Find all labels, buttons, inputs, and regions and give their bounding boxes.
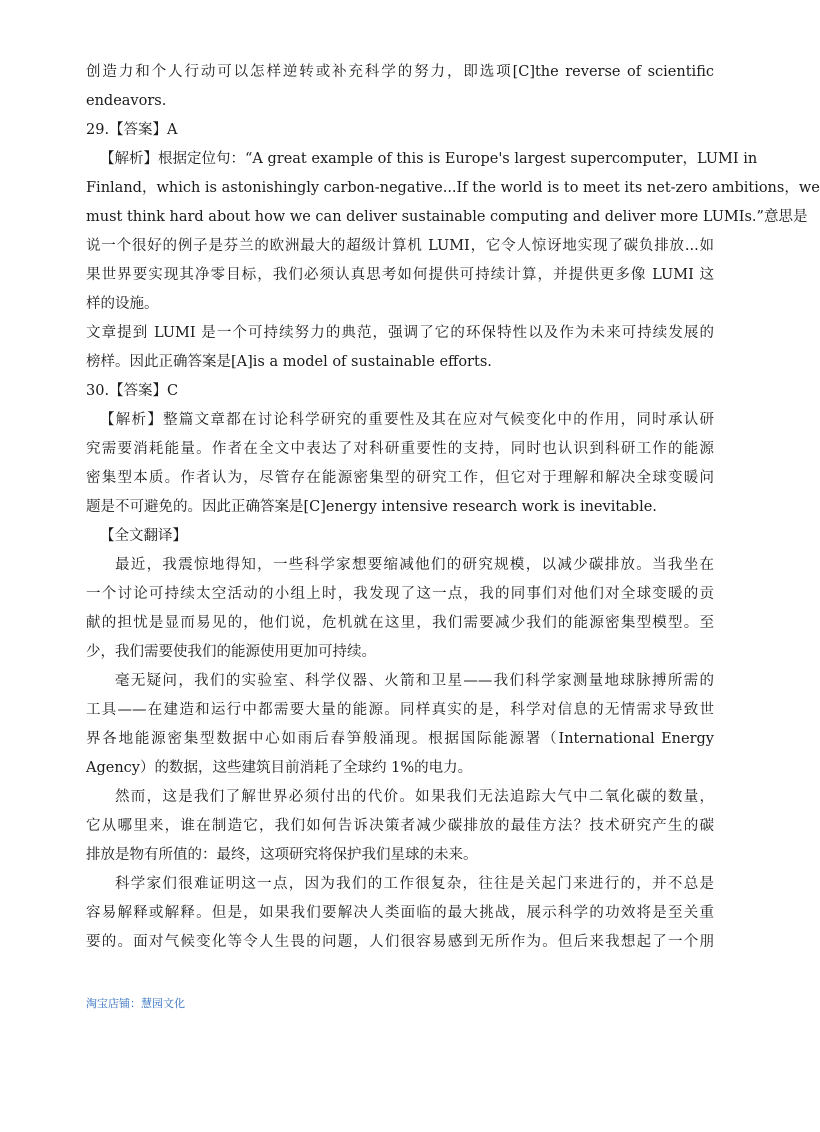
footer-shop-name: 淘宝店铺：慧园文化 bbox=[86, 997, 185, 1010]
text-line: 要的。面对气候变化等令人生畏的问题，人们很容易感到无所作为。但后来我想起了一个朋 bbox=[86, 934, 714, 950]
text-line: 【解析】整篇文章都在讨论科学研究的重要性及其在应对气候变化中的作用，同时承认研 bbox=[100, 412, 714, 428]
text-line: 究需要消耗能量。作者在全文中表达了对科研重要性的支持，同时也认识到科研工作的能源 bbox=[86, 441, 714, 457]
text-line: 毫无疑问，我们的实验室、科学仪器、火箭和卫星——我们科学家测量地球脉搏所需的 bbox=[115, 673, 714, 689]
text-line: 少，我们需要使我们的能源使用更加可持续。 bbox=[86, 644, 376, 660]
text-line: 文章提到 LUMI 是一个可持续努力的典范，强调了它的环保特性以及作为未来可持续发展的 bbox=[86, 325, 714, 341]
text-line: endeavors. bbox=[86, 93, 167, 109]
text-line: 一个讨论可持续太空活动的小组上时，我发现了这一点，我的同事们对他们对全球变暖的贡 bbox=[86, 586, 714, 602]
text-line: 最近，我震惊地得知，一些科学家想要缩减他们的研究规模，以减少碳排放。当我坐在 bbox=[115, 557, 714, 573]
text-line: 科学家们很难证明这一点，因为我们的工作很复杂，往往是关起门来进行的，并不总是 bbox=[115, 876, 714, 892]
answer-heading: 29.【答案】A bbox=[86, 122, 178, 138]
text-line: 说一个很好的例子是芬兰的欧洲最大的超级计算机 LUMI，它令人惊讶地实现了碳负排放...如 bbox=[86, 238, 714, 254]
text-line: 界各地能源密集型数据中心如雨后春笋般涌现。根据国际能源署（International Energy bbox=[86, 731, 714, 747]
text-line: 榜样。因此正确答案是[A]is a model of sustainable efforts. bbox=[86, 354, 492, 370]
text-line: 创造力和个人行动可以怎样逆转或补充科学的努力，即选项[C]the reverse of scientific bbox=[86, 64, 714, 80]
section-heading: 【全文翻译】 bbox=[100, 528, 187, 544]
text-line: must think hard about how we can deliver sustainable computing and deliver more LUMIs.”意思是 bbox=[86, 209, 808, 225]
text-line: 【解析】根据定位句：“A great example of this is Europe's largest supercomputer，LUMI in bbox=[100, 151, 758, 167]
text-line: 它从哪里来，谁在制造它，我们如何告诉决策者减少碳排放的最佳方法？技术研究产生的碳 bbox=[86, 818, 714, 834]
text-line: 密集型本质。作者认为，尽管存在能源密集型的研究工作，但它对于理解和解决全球变暖问 bbox=[86, 470, 714, 486]
text-line: 然而，这是我们了解世界必须付出的代价。如果我们无法追踪大气中二氧化碳的数量， bbox=[115, 789, 714, 805]
text-line: 样的设施。 bbox=[86, 296, 159, 312]
text-line: Finland，which is astonishingly carbon-negative...If the world is to meet its net-zero ambitions，we bbox=[86, 180, 820, 196]
text-line: 献的担忧是显而易见的，他们说，危机就在这里，我们需要减少我们的能源密集型模型。至 bbox=[86, 615, 714, 631]
text-line: 题是不可避免的。因此正确答案是[C]energy intensive research work is inevitable. bbox=[86, 499, 657, 515]
text-line: 容易解释或解释。但是，如果我们要解决人类面临的最大挑战，展示科学的功效将是至关重 bbox=[86, 905, 714, 921]
text-line: 果世界要实现其净零目标，我们必须认真思考如何提供可持续计算，并提供更多像 LUMI 这 bbox=[86, 267, 714, 283]
text-line: 工具——在建造和运行中都需要大量的能源。同样真实的是，科学对信息的无情需求导致世 bbox=[86, 702, 714, 718]
answer-heading: 30.【答案】C bbox=[86, 383, 179, 399]
text-line: Agency）的数据，这些建筑目前消耗了全球约 1%的电力。 bbox=[86, 760, 473, 776]
text-line: 排放是物有所值的：最终，这项研究将保护我们星球的未来。 bbox=[86, 847, 478, 863]
